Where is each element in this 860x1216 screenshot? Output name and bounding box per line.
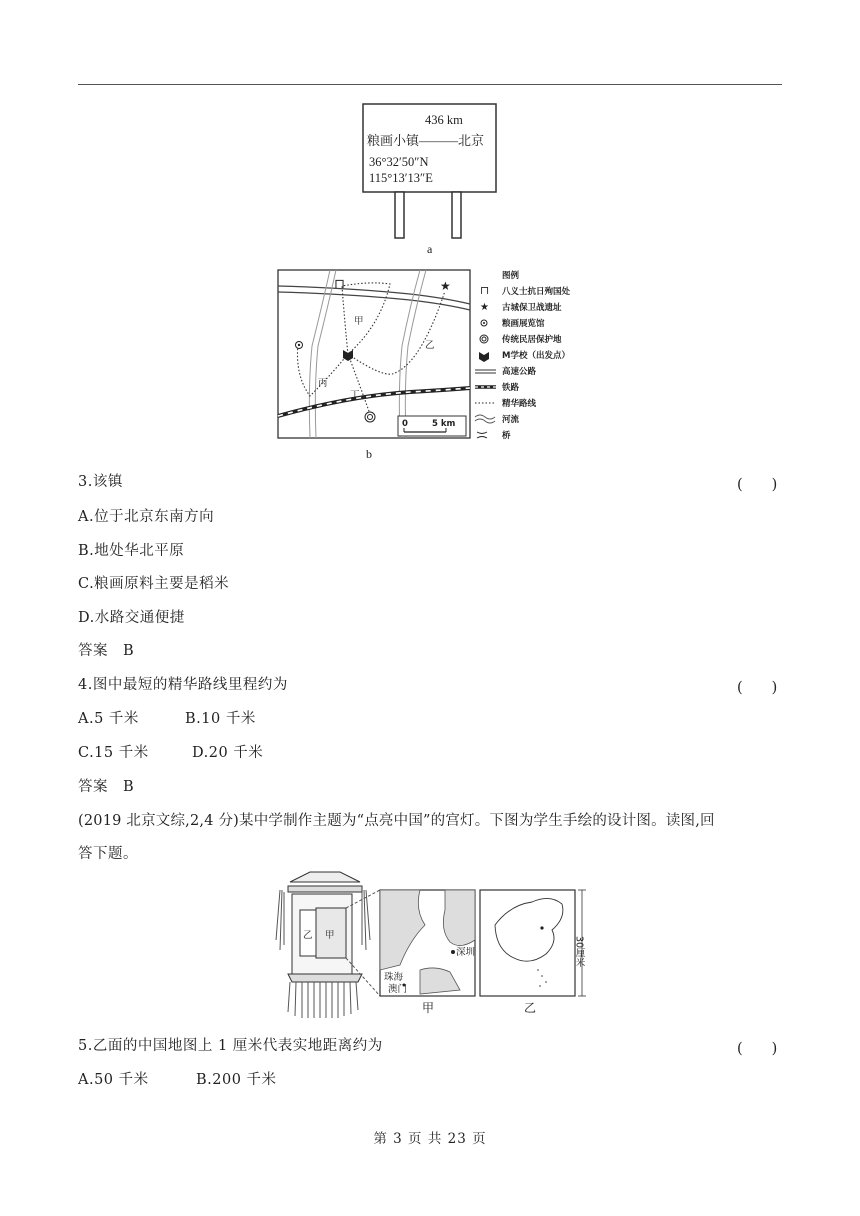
- scale-zero: 0: [402, 419, 408, 429]
- q3-stem: 3.该镇: [78, 474, 123, 490]
- legend-item-6: 铁路: [502, 383, 520, 393]
- city-shenzhen: 深圳: [456, 947, 476, 958]
- map-label-ding: 丁: [350, 390, 360, 401]
- legend-item-8: 河流: [502, 415, 520, 425]
- q4-option-b: B.10 千米: [185, 711, 256, 727]
- legend-title: 图例: [502, 271, 520, 281]
- q4-answer: 答案 B: [78, 779, 135, 795]
- lantern-drawing: [276, 872, 370, 1018]
- star-icon: ★: [480, 302, 489, 313]
- memorial-symbol: ⊓: [334, 277, 345, 292]
- panel-yi-caption: 乙: [524, 1001, 537, 1015]
- panel-jia-caption: 甲: [422, 1001, 435, 1015]
- lantern-figure: [270, 870, 595, 1020]
- header-rule: [78, 84, 782, 85]
- scale-label: 5 km: [432, 419, 456, 429]
- intro-line-2: 答下题。: [78, 846, 138, 862]
- legend-item-5: 高速公路: [502, 367, 537, 377]
- lantern-label-yi: 乙: [303, 930, 313, 941]
- figure-a-caption: a: [427, 242, 433, 256]
- legend-item-3: 传统民居保护地: [502, 335, 562, 345]
- q3-option-c: C.粮画原料主要是稻米: [78, 576, 230, 592]
- q3-paren: ( ): [737, 477, 778, 493]
- intro-line-1: (2019 北京文综,2,4 分)某中学制作主题为“点亮中国”的宫灯。下图为学生手绘的设计图。读图,回: [78, 813, 715, 829]
- city-macau: 澳门: [388, 984, 408, 995]
- q3-option-d: D.水路交通便捷: [78, 610, 185, 626]
- q5-option-a: A.50 千米: [78, 1072, 149, 1088]
- figure-b-caption: b: [366, 447, 372, 461]
- height-label: 30厘米: [573, 936, 585, 968]
- legend-item-7: 精华路线: [502, 399, 537, 409]
- sign-distance: 436 km: [425, 113, 463, 127]
- map-label-jia: 甲: [354, 316, 364, 327]
- figure-a-road-sign: [355, 100, 505, 260]
- sign-route: 粮画小镇———北京: [367, 133, 485, 148]
- legend-item-9: 桥: [502, 431, 511, 441]
- school-icon: [479, 352, 489, 362]
- q4-option-d: D.20 千米: [192, 745, 264, 761]
- highway-icon: [475, 370, 496, 373]
- map-label-yi: 乙: [425, 340, 435, 351]
- q4-stem: 4.图中最短的精华路线里程约为: [78, 677, 288, 693]
- city-zhuhai: 珠海: [384, 972, 404, 983]
- q3-answer: 答案 B: [78, 643, 135, 659]
- q4-option-a: A.5 千米: [78, 711, 139, 727]
- q4-paren: ( ): [737, 680, 778, 696]
- q5-paren: ( ): [737, 1041, 778, 1057]
- q5-option-b: B.200 千米: [196, 1072, 277, 1088]
- figure-b-map: [270, 266, 600, 462]
- legend-icons: [475, 284, 496, 438]
- sign-longitude: 115°13′13″E: [369, 171, 433, 185]
- sign-latitude: 36°32′50″N: [369, 155, 429, 169]
- q3-option-b: B.地处华北平原: [78, 543, 185, 559]
- q3-option-a: A.位于北京东南方向: [78, 509, 215, 525]
- lantern-label-jia: 甲: [325, 930, 335, 941]
- bridge-icon: [477, 432, 487, 438]
- page-footer: 第 3 页 共 23 页: [373, 1131, 487, 1147]
- q4-option-c: C.15 千米: [78, 745, 149, 761]
- river-icon: [475, 415, 495, 423]
- legend-item-0: 八义士抗日殉国处: [502, 287, 571, 297]
- map-label-bing: 丙: [318, 378, 328, 389]
- star-symbol: ★: [440, 279, 451, 293]
- q5-stem: 5.乙面的中国地图上 1 厘米代表实地距离约为: [78, 1038, 383, 1054]
- legend-item-4: M学校（出发点）: [502, 351, 570, 361]
- legend-item-2: 粮画展览馆: [502, 319, 545, 329]
- memorial-icon: ⊓: [480, 284, 490, 297]
- legend-item-1: 古城保卫战遗址: [502, 303, 562, 313]
